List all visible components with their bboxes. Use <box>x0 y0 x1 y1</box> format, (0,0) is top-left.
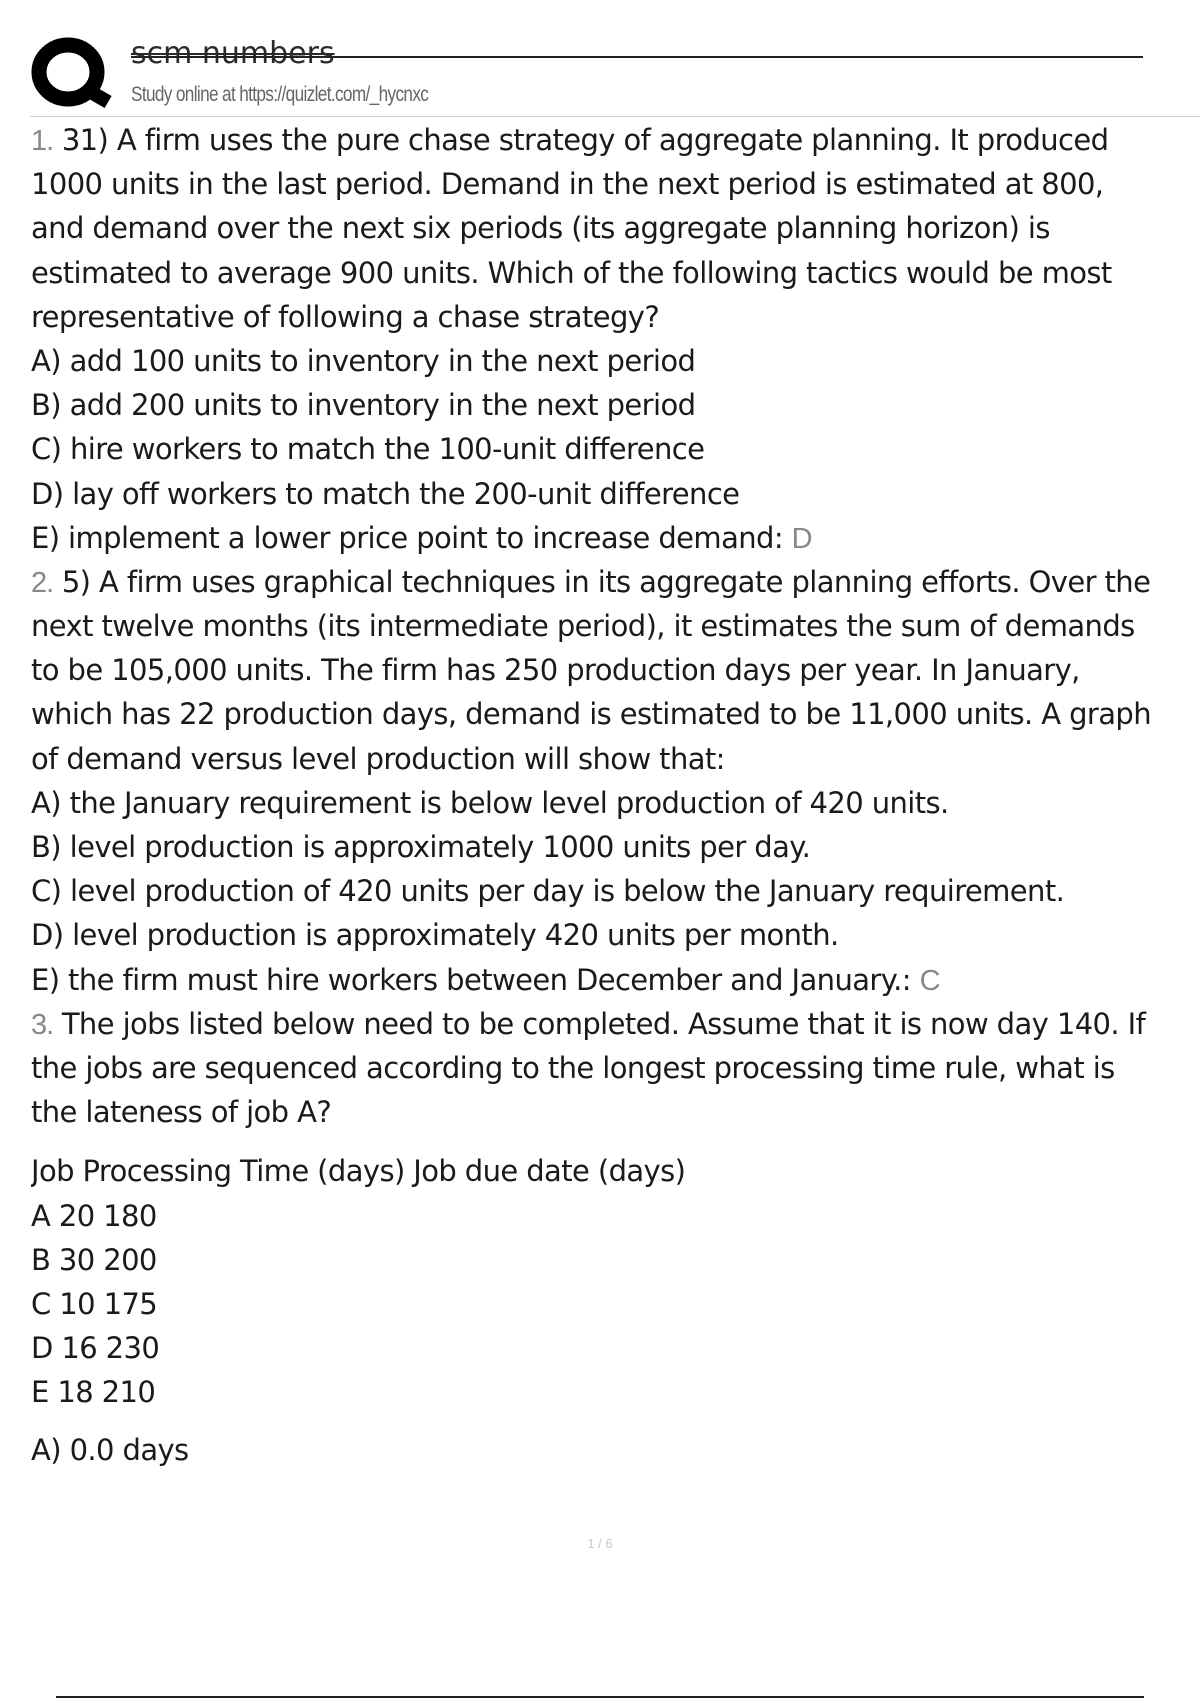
answer-option: B) level production is approximately 1000 units per day. <box>31 830 811 864</box>
question-line: to be 105,000 units. The firm has 250 production days per year. In January, <box>31 653 1080 688</box>
question-line: which has 22 production days, demand is estimated to be 11,000 units. A graph <box>31 697 1151 732</box>
question-line: the lateness of job A? <box>31 1095 332 1130</box>
table-row: A 20 180 <box>31 1198 157 1233</box>
answer-option <box>31 516 1200 560</box>
document-body <box>31 118 1200 1473</box>
table-row: C 10 175 <box>31 1286 158 1321</box>
question-text: 5) A firm uses graphical techniques in its aggregate planning efforts. Over the <box>61 564 1151 599</box>
answer-option: C) level production of 420 units per day is below the January requirement. <box>31 874 1065 909</box>
correct-answer: D <box>791 522 813 555</box>
answer-option: A) 0.0 days <box>31 1433 189 1468</box>
question-1 <box>31 118 1200 560</box>
answer-option: C) hire workers to match the 100-unit difference <box>31 432 705 467</box>
answer-option-text: E) implement a lower price point to increase demand: <box>31 520 783 555</box>
question-text: 31) A firm uses the pure chase strategy of aggregate planning. It produced <box>61 123 1109 157</box>
title-rule <box>131 56 1143 58</box>
page-header <box>0 0 1200 118</box>
table-row: E 18 210 <box>31 1375 156 1410</box>
header-divider <box>30 116 1200 117</box>
study-online-link[interactable]: Study online at https://quizlet.com/_hycnxc <box>131 83 429 106</box>
question-line: of demand versus level production will show that: <box>31 741 725 776</box>
question-line <box>31 560 1200 604</box>
quizlet-logo-icon <box>30 32 112 114</box>
document-title: scm numbers <box>131 36 335 71</box>
question-text: The jobs listed below need to be completed. Assume that it is now day 140. If <box>61 1006 1146 1041</box>
table-row: B 30 200 <box>31 1242 157 1277</box>
question-line: estimated to average 900 units. Which of the following tactics would be most <box>31 255 1112 290</box>
question-number: 1. <box>31 125 54 157</box>
question-line <box>31 1002 1200 1046</box>
question-line: and demand over the next six periods (its aggregate planning horizon) is <box>31 211 1050 246</box>
answer-option: D) lay off workers to match the 200-unit difference <box>31 476 740 511</box>
question-line: 1000 units in the last period. Demand in the next period is estimated at 800, <box>31 167 1104 202</box>
question-number: 2. <box>31 566 54 599</box>
question-line <box>31 118 1200 162</box>
answer-option-text: E) the firm must hire workers between December and January.: <box>31 962 911 997</box>
page-number: 1 / 6 <box>587 1536 613 1551</box>
question-line: the jobs are sequenced according to the longest processing time rule, what is <box>31 1050 1115 1085</box>
table-row: D 16 230 <box>31 1331 160 1366</box>
table-header: Job Processing Time (days) Job due date (days) <box>31 1154 686 1189</box>
answer-option: A) add 100 units to inventory in the next period <box>31 343 696 378</box>
correct-answer: C <box>919 964 941 997</box>
answer-option: D) level production is approximately 420 units per month. <box>31 918 839 953</box>
question-2 <box>31 560 1200 1002</box>
answer-option: A) the January requirement is below level production of 420 units. <box>31 785 949 820</box>
question-3 <box>31 1002 1200 1473</box>
spacer <box>31 1414 1200 1428</box>
question-line: representative of following a chase strategy? <box>31 299 660 334</box>
spacer <box>31 1134 1200 1149</box>
footer-rule <box>56 1696 1144 1698</box>
answer-option <box>31 958 1200 1002</box>
question-number: 3. <box>31 1008 54 1041</box>
answer-option: B) add 200 units to inventory in the next period <box>31 388 696 423</box>
question-line: next twelve months (its intermediate period), it estimates the sum of demands <box>31 609 1135 644</box>
